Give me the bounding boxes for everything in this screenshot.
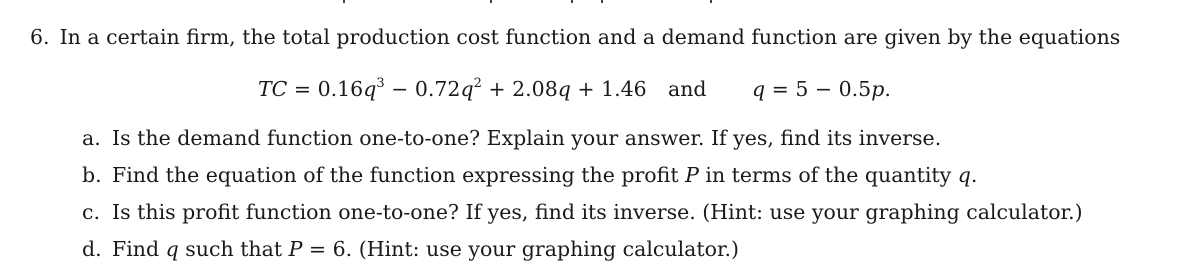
sub-question-label: d. — [82, 237, 102, 261]
sub-question-c — [82, 197, 1083, 234]
sub-question-text: Is this profit function one-to-one? If yes, find its inverse. (Hint: use your graphing calculator.) — [112, 200, 1083, 224]
sub-question-text: Is the demand function one-to-one? Explain your answer. If yes, find its inverse. — [112, 126, 942, 150]
equation-connector: and — [668, 77, 707, 101]
problem-statement — [30, 22, 1120, 52]
equations-display — [0, 72, 1180, 106]
demand-equation: q = 5 − 0.5p. — [752, 77, 891, 101]
sub-question-a — [82, 123, 1083, 160]
problem-text: In a certain firm, the total production cost function and a demand function are given by the equations — [59, 25, 1121, 49]
total-cost-equation: TC = $0.16q^3 - 0.72q^2 + 2.08q + 1.46$ — [258, 76, 647, 101]
sub-questions-list — [82, 123, 1083, 271]
problem-number: 6. — [30, 25, 50, 49]
sub-question-label: a. — [82, 126, 101, 150]
sub-question-label: b. — [82, 163, 102, 187]
previous-page-text-remnant — [0, 0, 1180, 6]
sub-question-b: b. Find the equation of the function expressing the profit P in terms of the quantity q. — [82, 160, 1083, 197]
sub-question-label: c. — [82, 200, 100, 224]
sub-question-d: d. Find q such that P = 6. (Hint: use your graphing calculator.) — [82, 234, 1083, 271]
